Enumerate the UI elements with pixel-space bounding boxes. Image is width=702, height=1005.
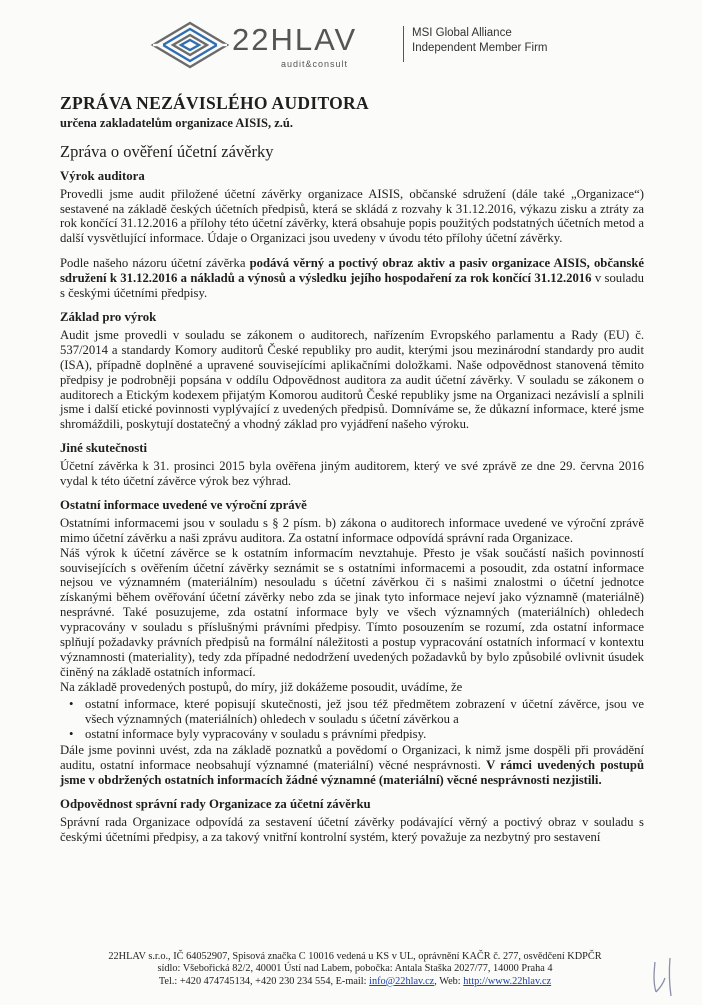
footer-address: sídlo: Všebořická 82/2, 40001 Ústí nad Labem, pobočka: Antala Staška 2027/77, 14000 Praha 4 [157, 963, 553, 975]
list-item: • ostatní informace byly vypracovány v souladu s právními předpisy. [60, 727, 644, 742]
email-link[interactable]: info@22hlav.cz [369, 975, 435, 987]
alliance-line-1: MSI Global Alliance [412, 27, 512, 39]
report-main-title: ZPRÁVA NEZÁVISLÉHO AUDITORA [60, 93, 369, 113]
report-addressee: určena zakladatelům organizace AISIS, z.ú. [60, 115, 293, 130]
footer-web-label: , Web: [434, 975, 464, 987]
brand-tagline: audit&consult [281, 59, 349, 69]
opinion-text-lead: Podle našeho názoru účetní závěrka [60, 256, 250, 271]
alliance-info [412, 26, 548, 56]
section-heading-board-responsibility: Odpovědnost správní rady Organizace za účetní závěrku [60, 797, 371, 812]
opinion-paragraph-2 [60, 256, 644, 301]
footer-phone: Tel.: +420 474745134, +420 230 234 554, E-mail: [158, 975, 370, 987]
section-heading-other-information: Ostatní informace uvedené ve výroční zprávě [60, 497, 307, 512]
opinion-text-bold: podává věrný a poctivý obraz aktiv a pasiv organizace AISIS, občanské sdružení k 31.12.2016 a nákladů a výnosů a výsledku jejího hospodaření za rok končící 31.12.2016 [60, 256, 645, 286]
website-link[interactable]: http://www.22hlav.cz [463, 975, 552, 987]
other-information-conclusion: V rámci uvedených postupů jsme v obdržených ostatních informacích žádné významné (materiální) věcné nesprávnosti nezjistili. [60, 758, 644, 788]
opinion-paragraph-1: Provedli jsme audit přiložené účetní závěrky organizace AISIS, občanské sdružení (dále také „Organizace“) sestavené na základě českých účetních předpisů, která se skládá z rozvahy k 31.12.2016, výkazu zisku a ztráty za rok končící 31.12.2016 a přílohy této účetní závěrky, která obsahuje popis použitých podstatných účetních metod a další vysvětlující informace. Údaje o Organizaci jsou uvedeny v úvodu této přílohy účetní závěrky. [60, 186, 644, 246]
opinion-text-tail: v souladu s českými účetními předpisy. [60, 271, 644, 301]
board-responsibility-paragraph: Správní rada Organizace odpovídá za sestavení účetní závěrky podávající věrný a poctivý obraz v souladu s českými účetními předpisy, a za takový vnitřní kontrolní systém, který považuje za nezbytný pro sestavení [60, 815, 644, 844]
report-body [60, 93, 645, 845]
report-section-title: Zpráva o ověření účetní závěrky [60, 141, 274, 161]
other-information-paragraph-3: Na základě provedených postupů, do míry, již dokážeme posoudit, uvádíme, že [60, 679, 463, 694]
section-heading-opinion: Výrok auditora [60, 168, 145, 183]
basis-paragraph: Audit jsme provedli v souladu se zákonem o auditorech, nařízením Evropského parlamentu a Rady (EU) č. 537/2014 a standardy Komory auditorů České republiky pro audit, kterými jsou mezinárodní standardy pro audit (ISA), případně doplněné a upravené souvisejícími aplikačními doložkami. Naše odpovědnost stanovená těmito předpisy je podrobněji popsána v oddílu Odpovědnost auditora za audit účetní závěrky. V souladu se zákonem o auditorech a Etickým kodexem přijatým Komorou auditorů České republiky jsme na Organizaci nezávislí a splnili jsme i další etické povinnosti vyplývající z uvedených předpisů. Domníváme se, že důkazní informace, které jsme shromáždili, poskytují dostatečný a vhodný základ pro vyjádření našeho výroku. [60, 327, 644, 432]
handwritten-page-number-icon [646, 950, 686, 1000]
maze-logo-icon [150, 20, 230, 70]
company-header [150, 20, 570, 72]
list-item: • ostatní informace, které popisují skutečnosti, jež jsou též předmětem zobrazení v účetní závěrce, jsou ve všech významných (materiálních) ohledech v souladu s účetní závěrkou a [60, 697, 644, 727]
alliance-line-2: Independent Member Firm [412, 42, 548, 54]
brand-name: 22HLAV [232, 22, 358, 57]
other-information-text: Dále jsme povinni uvést, zda na základě poznatků a povědomí o Organizaci, k nimž jsme dospěli při provádění auditu, ostatní informace neobsahují významné (materiální) věcné nesprávnosti. [60, 743, 644, 773]
header-divider [403, 26, 404, 62]
footer-registration: 22HLAV s.r.o., IČ 64052907, Spisová značka C 10016 vedená u KS v UL, oprávnění KAČR č. 277, osvědčení KDPČR [108, 951, 602, 962]
other-information-paragraph-1: Ostatními informacemi jsou v souladu s § 2 písm. b) zákona o auditorech informace uvedené ve výroční zprávě mimo účetní závěrku a naši zprávu auditora. Za ostatní informace odpovídá správní rada Organizace. [60, 515, 644, 545]
section-heading-basis: Základ pro výrok [60, 309, 157, 324]
other-information-paragraph-4 [60, 743, 644, 788]
company-footer [70, 951, 640, 988]
footer-contacts [70, 976, 640, 988]
section-heading-other-matters: Jiné skutečnosti [60, 441, 148, 456]
other-matters-paragraph: Účetní závěrka k 31. prosinci 2015 byla ověřena jiným auditorem, který ve své zprávě ze dne 29. června 2016 vydal k této účetní závěrce výrok bez výhrad. [60, 459, 644, 489]
other-information-list [60, 697, 644, 742]
other-information-paragraph-2: Náš výrok k účetní závěrce se k ostatním informacím nevztahuje. Přesto je však součástí našich povinností souvisejících s ověřením účetní závěrky seznámit se s ostatními informacemi a posoudit, zda ostatní informace nejsou ve významném (materiálním) nesouladu s účetní závěrkou či s našimi znalostmi o účetní jednotce získanými během ověřování účetní závěrky nebo zda se jinak tyto informace nejeví jako významně (materiálně) nesprávné. Také posuzujeme, zda ostatní informace byly ve všech významných (materiálních) ohledech vypracovány v souladu s příslušnými právními předpisy. Tímto posouzením se rozumí, zda ostatní informace splňují požadavky právních předpisů na formální náležitosti a postup vypracování ostatních informací v kontextu významnosti (materiality), tedy zda případné nedodržení uvedených požadavků by bylo způsobilé ovlivnit úsudek činěný na základě ostatních informací. [60, 545, 644, 679]
